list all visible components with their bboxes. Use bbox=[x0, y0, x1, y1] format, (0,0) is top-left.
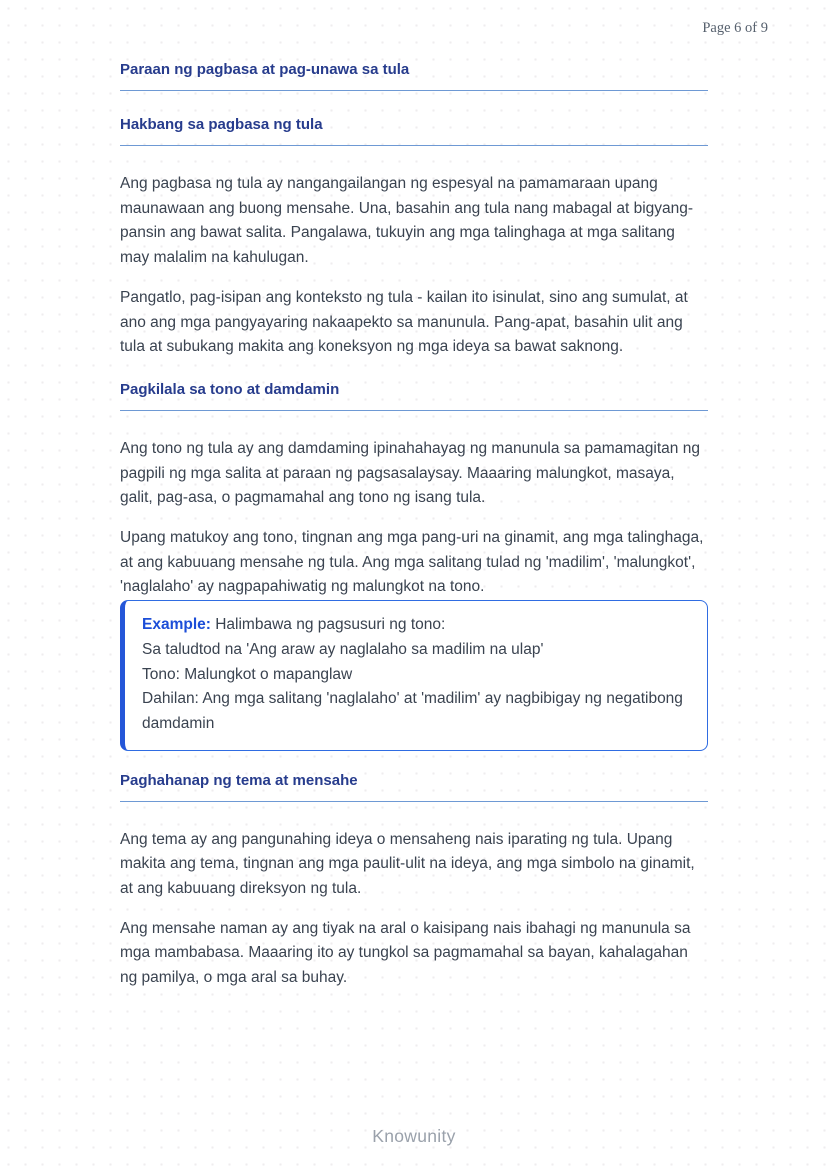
paragraph-tema-intro: Ang tema ay ang pangunahing ideya o mensaheng nais iparating ng tula. Upang makita ang tema, tingnan ang mga paulit-ulit na ideya, ang mga simbolo na ginamit, at ang kabuuang direksyon ng tula. bbox=[120, 830, 695, 898]
paragraph-mensahe-intro: Ang mensahe naman ay ang tiyak na aral o kaisipang nais ibahagi ng manunula sa mga mambabasa. Maaaring ito ay tungkol sa pagmamahal sa bayan, kahalagahan ng pamilya, o mga aral sa buhay. bbox=[120, 919, 691, 987]
section-heading-hakbang-sa-pagbasa: Hakbang sa pagbasa ng tula bbox=[120, 117, 708, 146]
section-heading-paghahanap-ng-tema: Paghahanap ng tema at mensahe bbox=[120, 773, 708, 802]
knowunity-watermark: Knowunity bbox=[372, 1126, 456, 1146]
document-content bbox=[120, 62, 708, 991]
example-line-tono: Tono: Malungkot o mapanglaw bbox=[142, 665, 353, 683]
example-line-taludtod: Sa taludtod na 'Ang araw ay naglalaho sa madilim na ulap' bbox=[142, 640, 544, 658]
example-intro-line bbox=[142, 613, 687, 638]
example-line-dahilan: Dahilan: Ang mga salitang 'naglalaho' at 'madilim' ay nagbibigay ng negatibong damdamin bbox=[142, 690, 683, 732]
example-intro-text: Halimbawa ng pagsusuri ng tono: bbox=[215, 616, 446, 634]
section-heading-pagkilala-sa-tono: Pagkilala sa tono at damdamin bbox=[120, 382, 708, 411]
example-label: Example: bbox=[142, 616, 211, 634]
paragraph-tono-intro: Ang tono ng tula ay ang damdaming ipinahahayag ng manunula sa pamamagitan ng pagpili ng mga salita at paraan ng pagsasalaysay. Maaaring malungkot, masaya, galit, pag-asa, o pagmamahal ang tono ng isang tula. bbox=[120, 439, 700, 507]
page-number: Page 6 of 9 bbox=[702, 20, 768, 36]
section-heading-paraan-ng-pagbasa: Paraan ng pagbasa at pag-unawa sa tula bbox=[120, 62, 708, 91]
paragraph-tono-tips: Upang matukoy ang tono, tingnan ang mga pang-uri na ginamit, ang mga talinghaga, at ang kabuuang mensahe ng tula. Ang mga salitang tulad ng 'madilim', 'malungkot', 'naglalaho' ay nagpapahiwatig ng malungkot na tono. bbox=[120, 529, 704, 596]
example-box bbox=[120, 600, 708, 751]
paragraph-pagbasa-intro: Ang pagbasa ng tula ay nangangailangan ng espesyal na pamamaraan upang maunawaan ang buong mensahe. Una, basahin ang tula nang mabagal at bigyang-pansin ang bawat salita. Pangalawa, tukuyin ang mga talinghaga at mga salitang may malalim na kahulugan. bbox=[120, 175, 694, 267]
paragraph-pagbasa-steps: Pangatlo, pag-isipan ang konteksto ng tula - kailan ito isinulat, sino ang sumulat, at ano ang mga pangyayaring nakaapekto sa manunula. Pang-apat, basahin ulit ang tula at subukang makita ang koneksyon ng mga ideya sa bawat saknong. bbox=[120, 288, 688, 356]
